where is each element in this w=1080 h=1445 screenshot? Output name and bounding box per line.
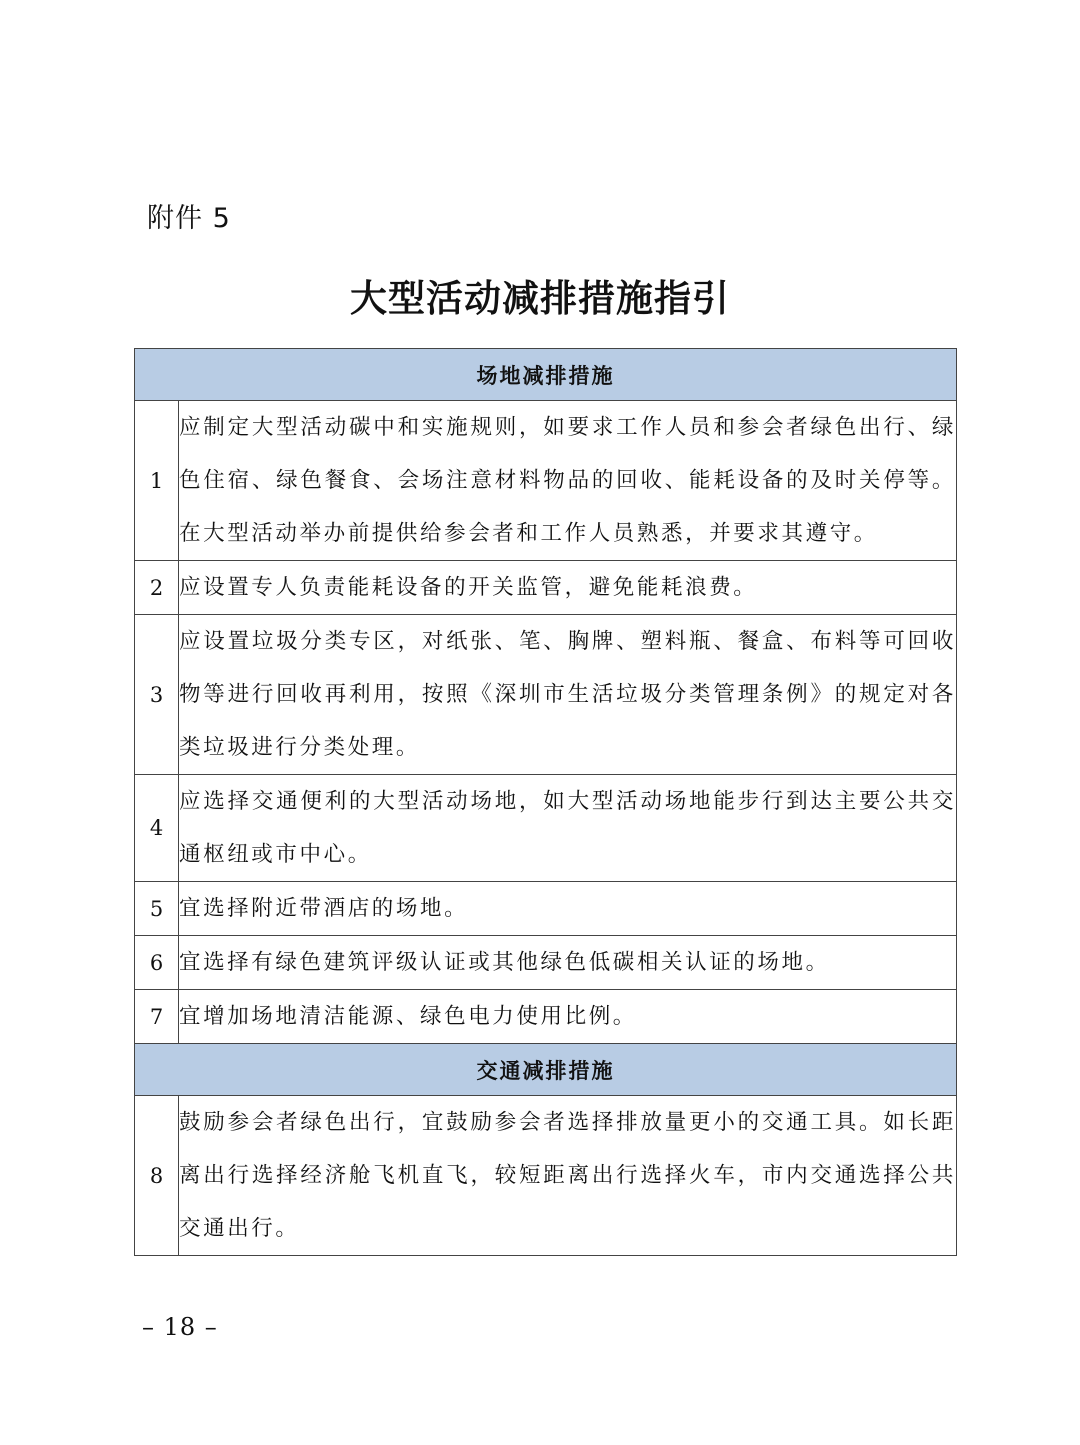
row-text: 应设置专人负责能耗设备的开关监管，避免能耗浪费。: [179, 561, 957, 615]
table-row: [135, 882, 957, 936]
row-number: 3: [135, 615, 179, 775]
row-text: 宜选择附近带酒店的场地。: [179, 882, 957, 936]
section-title-venue: 场地减排措施: [135, 349, 957, 401]
row-text: 应设置垃圾分类专区，对纸张、笔、胸牌、塑料瓶、餐盒、布料等可回收物等进行回收再利用，按照《深圳市生活垃圾分类管理条例》的规定对各类垃圾进行分类处理。: [179, 615, 957, 775]
row-number: 2: [135, 561, 179, 615]
row-text: 宜增加场地清洁能源、绿色电力使用比例。: [179, 990, 957, 1044]
section-title-transport: 交通减排措施: [135, 1044, 957, 1096]
row-number: 5: [135, 882, 179, 936]
document-title: 大型活动减排措施指引: [350, 277, 730, 320]
measures-table: [134, 348, 957, 1256]
row-text: 应选择交通便利的大型活动场地，如大型活动场地能步行到达主要公共交通枢纽或市中心。: [179, 775, 957, 882]
section-header-row: [135, 349, 957, 401]
page-number: – 18 –: [142, 1313, 218, 1341]
row-number: 8: [135, 1096, 179, 1256]
table-row: [135, 936, 957, 990]
section-header-row: [135, 1044, 957, 1096]
row-text: 鼓励参会者绿色出行，宜鼓励参会者选择排放量更小的交通工具。如长距离出行选择经济舱飞机直飞，较短距离出行选择火车，市内交通选择公共交通出行。: [179, 1096, 957, 1256]
table-row: [135, 401, 957, 561]
row-number: 1: [135, 401, 179, 561]
table-row: [135, 775, 957, 882]
attachment-label: 附件 5: [147, 203, 231, 234]
row-number: 7: [135, 990, 179, 1044]
row-text: 宜选择有绿色建筑评级认证或其他绿色低碳相关认证的场地。: [179, 936, 957, 990]
table-row: [135, 615, 957, 775]
row-number: 4: [135, 775, 179, 882]
row-number: 6: [135, 936, 179, 990]
table-row: [135, 561, 957, 615]
row-text: 应制定大型活动碳中和实施规则，如要求工作人员和参会者绿色出行、绿色住宿、绿色餐食、会场注意材料物品的回收、能耗设备的及时关停等。在大型活动举办前提供给参会者和工作人员熟悉，并要求其遵守。: [179, 401, 957, 561]
table-row: [135, 1096, 957, 1256]
table-row: [135, 990, 957, 1044]
